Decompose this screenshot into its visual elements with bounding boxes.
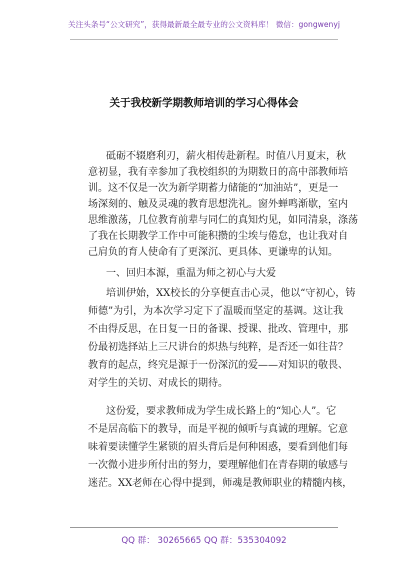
body-line: 意初显，我有幸参加了我校组织的为期数日的高中部教师培 (88, 167, 348, 178)
body-line: 味着要读懂学生紧锁的眉头背后是何种困惑，要看到他们每 (88, 442, 348, 453)
body-line: 对学生的关切、对成长的期待。 (88, 378, 228, 389)
body-line: 己肩负的育人使命有了更深沉、更具体、更谦卑的认知。 (88, 247, 338, 258)
header-banner: 关注头条号“公文研究”，获得最新最全最专业的公文资料库！ 微信：gongwenyj (68, 20, 340, 29)
body-line: 这份爱，要求教师成为学生成长路上的“知心人”。它 (106, 406, 337, 417)
footer-contact: QQ 群： 30265665 QQ 群：535304092 (121, 536, 287, 546)
body-line: 一次微小进步所付出的努力，要理解他们在青春期的敏感与 (88, 460, 348, 471)
body-line: 迷茫。XX老师在心得中提到，师魂是教师职业的精髓内核， (88, 478, 353, 489)
section-heading: 一、回归本源，重温为师之初心与大爱 (106, 268, 276, 279)
body-line: 不是居高临下的教导，而是平视的倾听与真诚的理解。它意 (88, 424, 348, 435)
body-line: 场深刻的、触及灵魂的教育思想洗礼。窗外蝉鸣渐歇，室内 (88, 199, 348, 210)
body-line: 教育的起点，终究是源于一份深沉的爱——对知识的敬畏、 (88, 360, 348, 371)
body-line: 不由得反思，在日复一日的备课、授课、批改、管理中，那 (88, 324, 348, 335)
body-line: 了我在长期教学工作中可能积攒的尘埃与倦怠，也让我对自 (88, 231, 348, 242)
body-line: 份最初选择站上三尺讲台的炽热与纯粹，是否还一如往昔？ (88, 342, 348, 353)
body-line: 师德”为引，为本次学习定下了温暖而坚定的基调。这让我 (88, 306, 344, 317)
body-line: 思维激荡，几位教育前辈与同仁的真知灼见，如同清泉，涤荡 (88, 215, 358, 226)
footer-divider (70, 527, 338, 528)
body-line: 砥砺不辍磨利刃，薪火相传赴新程。时值八月夏末，秋 (106, 151, 346, 162)
document-title: 关于我校新学期教师培训的学习心得体会 (109, 97, 299, 109)
header-divider (70, 39, 338, 40)
body-line: 训。这不仅是一次为新学期蓄力储能的“加油站”，更是一 (88, 183, 339, 194)
body-line: 培训伊始，XX校长的分享便直击心灵，他以“守初心，铸 (106, 288, 356, 299)
